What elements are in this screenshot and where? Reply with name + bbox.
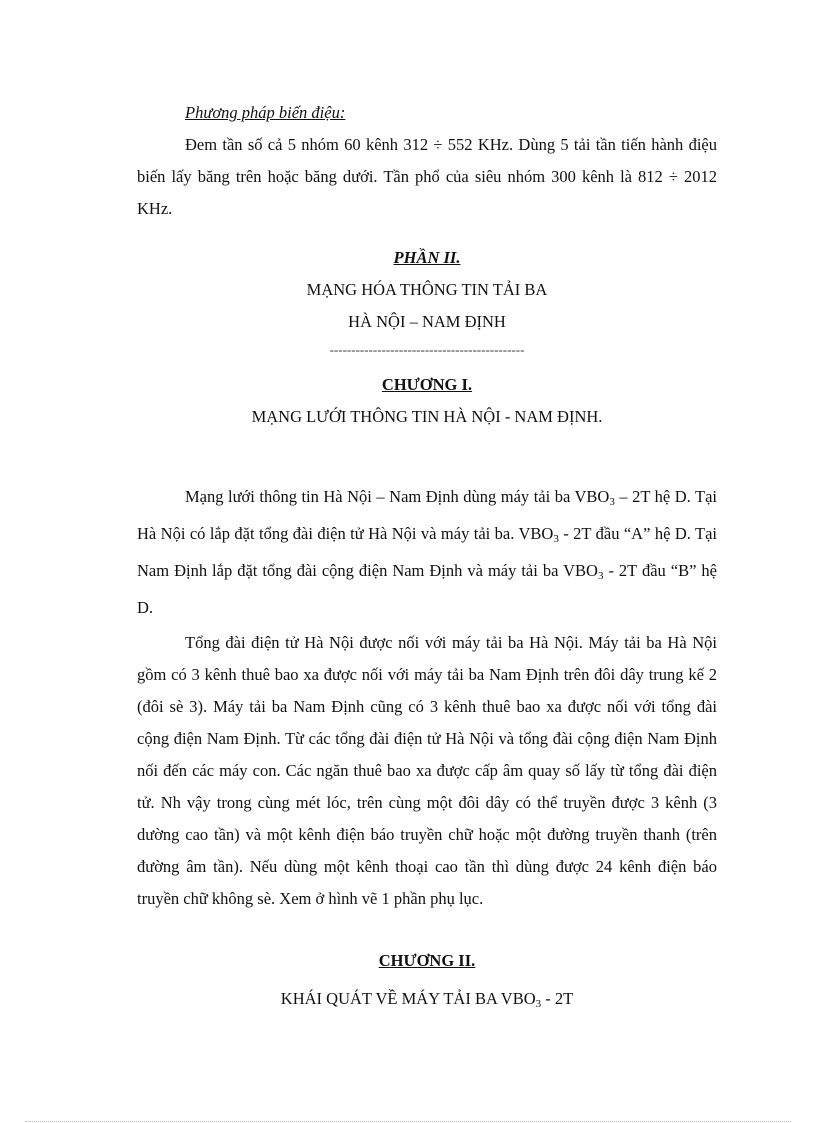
part2-title-line2: HÀ NỘI – NAM ĐỊNH [348,312,506,331]
chapter1-body [137,481,717,915]
section-modulation [137,97,717,225]
part2-heading: PHẦN II. [393,248,461,267]
para1-text-4: - 2T đầu “B” hệ D. [137,561,717,617]
paragraph-exchange-text: Tổng đài điện tử Hà Nội được nối với máy tải ba Hà Nội. Máy tải ba Hà Nội gồm có 3 kênh thuê bao xa được nối với máy tải ba Nam Định trên đôi dây trung kế 2 (đôi sè 3). Máy tải ba Nam Định cũng có 3 kênh thuê bao xa được nối với tổng đài cộng điện Nam Định. Từ các tổng đài điện tử Hà Nội và tổng đài cộng điện Nam Định nối đến các máy con. Các ngăn thuê bao xa được cấp âm quay số lấy từ tổng đài điện tử. Nh vậy trong cùng mét lóc, trên cùng một đôi dây có thể truyền được 3 kênh (3 dường cao tần) và một kênh điện báo truyền chữ hoặc một đường truyền thanh (trên đường âm tần). Nếu dùng một kênh thoại cao tần thì dùng được 24 kênh điện báo truyền chữ không sè. Xem ở hình vẽ 1 phần phụ lục. [137,633,717,908]
chapter2-title [137,983,717,1020]
chapter1-header [137,369,717,433]
para1-text-2: – 2T hệ D. Tại Hà Nội có lắp đặt tổng đài điện tử Hà Nội và máy tải ba. VBO [137,487,717,543]
chapter2-heading: CHƯƠNG II. [378,951,476,970]
subheading-modulation-method [137,97,717,129]
chapter2-header [137,945,717,1020]
separator-line: --------------------------------------------- [329,342,525,357]
paragraph-modulation-text: Đem tần số cả 5 nhóm 60 kênh 312 ÷ 552 KHz. Dùng 5 tải tần tiến hành điệu biến lấy băng trên hoặc băng dưới. Tần phổ của siêu nhóm 300 kênh là 812 ÷ 2012 KHz. [137,135,717,218]
subheading-text: Phương pháp biến điệu: [185,103,346,122]
para1-sub-1: 3 [609,496,615,508]
paragraph-network-overview [137,481,717,624]
chapter1-heading: CHƯƠNG I. [381,375,473,394]
para1-sub-3: 3 [597,570,604,582]
page-bottom-border [25,1121,791,1122]
chapter2-title-main: KHÁI QUÁT VỀ MÁY TẢI BA VBO [280,989,536,1008]
para1-text-1: Mạng lưới thông tin Hà Nội – Nam Định dùng máy tải ba VBO [185,487,610,506]
paragraph-modulation [137,129,717,225]
chapter2-title-suffix: - 2T [541,989,574,1008]
part2-title-line1: MẠNG HÓA THÔNG TIN TẢI BA [306,280,548,299]
part2-header [137,242,717,362]
paragraph-exchange-connection [137,627,717,915]
chapter2-title-sub: 3 [535,998,542,1010]
para1-sub-2: 3 [553,533,559,545]
chapter1-title: MẠNG LƯỚI THÔNG TIN HÀ NỘI - NAM ĐỊNH. [251,407,603,426]
para1-text-3: - 2T đầu “A” hệ D. Tại Nam Định lắp đặt tổng đài cộng điện Nam Định và máy tải ba VBO [137,524,717,580]
